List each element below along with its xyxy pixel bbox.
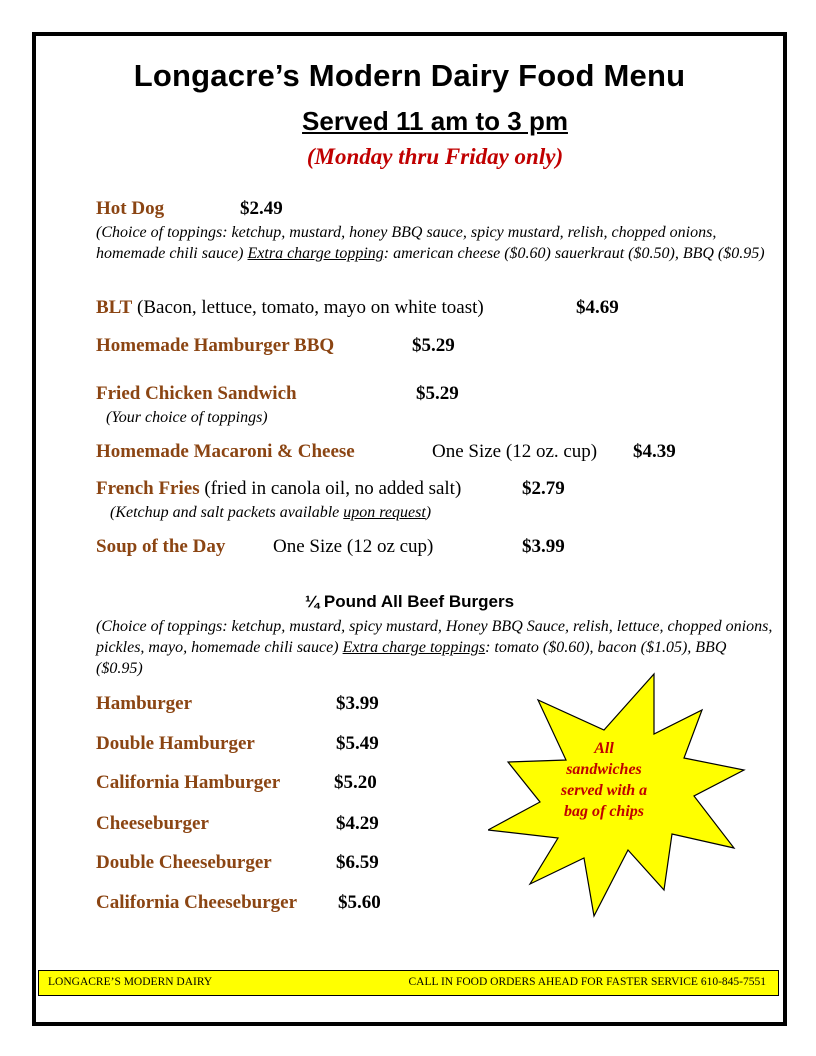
item-price-hamburger-bbq: $5.29 bbox=[412, 335, 455, 356]
fries-note-text: (Ketchup and salt packets available bbox=[110, 504, 344, 521]
item-price-mac-cheese: $4.39 bbox=[633, 441, 676, 462]
burger-name-hamburger: Hamburger bbox=[96, 693, 193, 714]
burgers-heading: ¼ Pound All Beef Burgers bbox=[304, 592, 515, 611]
footer-bar bbox=[38, 970, 779, 996]
item-fries bbox=[96, 478, 461, 500]
burger-name-double-hamburger: Double Hamburger bbox=[96, 733, 255, 754]
item-desc-blt: (Bacon, lettuce, tomato, mayo on white toast) bbox=[132, 297, 484, 318]
hot-dog-toppings bbox=[96, 222, 776, 264]
burgers-toppings-text: (Choice of toppings: ketchup, mustard, spicy mustard, Honey BBQ Sauce, relish, lettuce, chopped onions, pickles, mayo, homemade chili sauce) bbox=[96, 618, 773, 656]
hot-dog-extra-label: Extra charge topping bbox=[247, 245, 384, 262]
item-name-hamburger-bbq: Homemade Hamburger BBQ bbox=[96, 335, 335, 356]
burger-name-california-cheeseburger: California Cheeseburger bbox=[96, 892, 298, 913]
fries-note bbox=[110, 502, 431, 523]
item-name-fried-chicken: Fried Chicken Sandwich bbox=[96, 383, 297, 404]
burger-price-cheeseburger: $4.29 bbox=[336, 813, 379, 834]
fries-note-underlined: upon request bbox=[343, 504, 426, 521]
item-desc-fries: (fried in canola oil, no added salt) bbox=[199, 478, 462, 499]
item-name-soup: Soup of the Day bbox=[96, 536, 226, 557]
callout-text bbox=[538, 738, 670, 822]
callout-line-3: served with a bbox=[560, 782, 648, 799]
hot-dog-toppings-text: (Choice of toppings: ketchup, mustard, honey BBQ sauce, spicy mustard, relish, chopped onions, homemade chili sauce) bbox=[96, 224, 717, 262]
burger-price-double-hamburger: $5.49 bbox=[336, 733, 379, 754]
fries-note-end: ) bbox=[425, 504, 432, 521]
callout-line-2: sandwiches bbox=[566, 761, 642, 778]
burger-price-california-hamburger: $5.20 bbox=[334, 772, 377, 793]
item-name-blt: BLT bbox=[96, 297, 133, 318]
burger-price-double-cheeseburger: $6.59 bbox=[336, 852, 379, 873]
hot-dog-extra-text: : american cheese ($0.60) sauerkraut ($0.50), BBQ ($0.95) bbox=[383, 245, 765, 262]
burgers-extra-text: : tomato ($0.60), bacon ($1.05), BBQ ($0.95) bbox=[96, 639, 727, 677]
item-size-mac-cheese: One Size (12 oz. cup) bbox=[432, 441, 598, 462]
item-name-fries: French Fries bbox=[96, 478, 200, 499]
item-blt bbox=[96, 297, 484, 319]
burger-name-california-hamburger: California Hamburger bbox=[96, 772, 281, 793]
item-name-mac-cheese: Homemade Macaroni & Cheese bbox=[96, 441, 355, 462]
item-price-blt: $4.69 bbox=[576, 297, 619, 318]
callout-line-1: All bbox=[594, 740, 614, 757]
item-price-hot-dog: $2.49 bbox=[240, 198, 283, 219]
burger-name-cheeseburger: Cheeseburger bbox=[96, 813, 209, 834]
callout-line-4: bag of chips bbox=[564, 803, 644, 820]
page-title: Longacre’s Modern Dairy Food Menu bbox=[133, 58, 686, 93]
burger-price-california-cheeseburger: $5.60 bbox=[338, 892, 381, 913]
item-price-soup: $3.99 bbox=[522, 536, 565, 557]
service-days: (Monday thru Friday only) bbox=[306, 144, 564, 169]
burger-price-hamburger: $3.99 bbox=[336, 693, 379, 714]
fried-chicken-note: (Your choice of toppings) bbox=[106, 409, 268, 426]
footer-business-name: LONGACRE’S MODERN DAIRY bbox=[48, 976, 213, 988]
menu-frame bbox=[32, 32, 787, 1026]
item-name-hot-dog: Hot Dog bbox=[96, 198, 165, 219]
footer-call-ahead: CALL IN FOOD ORDERS AHEAD FOR FASTER SERVICE 610-845-7551 bbox=[408, 976, 766, 988]
item-size-soup: One Size (12 oz cup) bbox=[273, 536, 434, 557]
burger-name-double-cheeseburger: Double Cheeseburger bbox=[96, 852, 272, 873]
item-price-fried-chicken: $5.29 bbox=[416, 383, 459, 404]
service-hours: Served 11 am to 3 pm bbox=[302, 106, 568, 136]
item-price-fries: $2.79 bbox=[522, 478, 565, 499]
burgers-extra-label: Extra charge toppings bbox=[342, 639, 486, 656]
